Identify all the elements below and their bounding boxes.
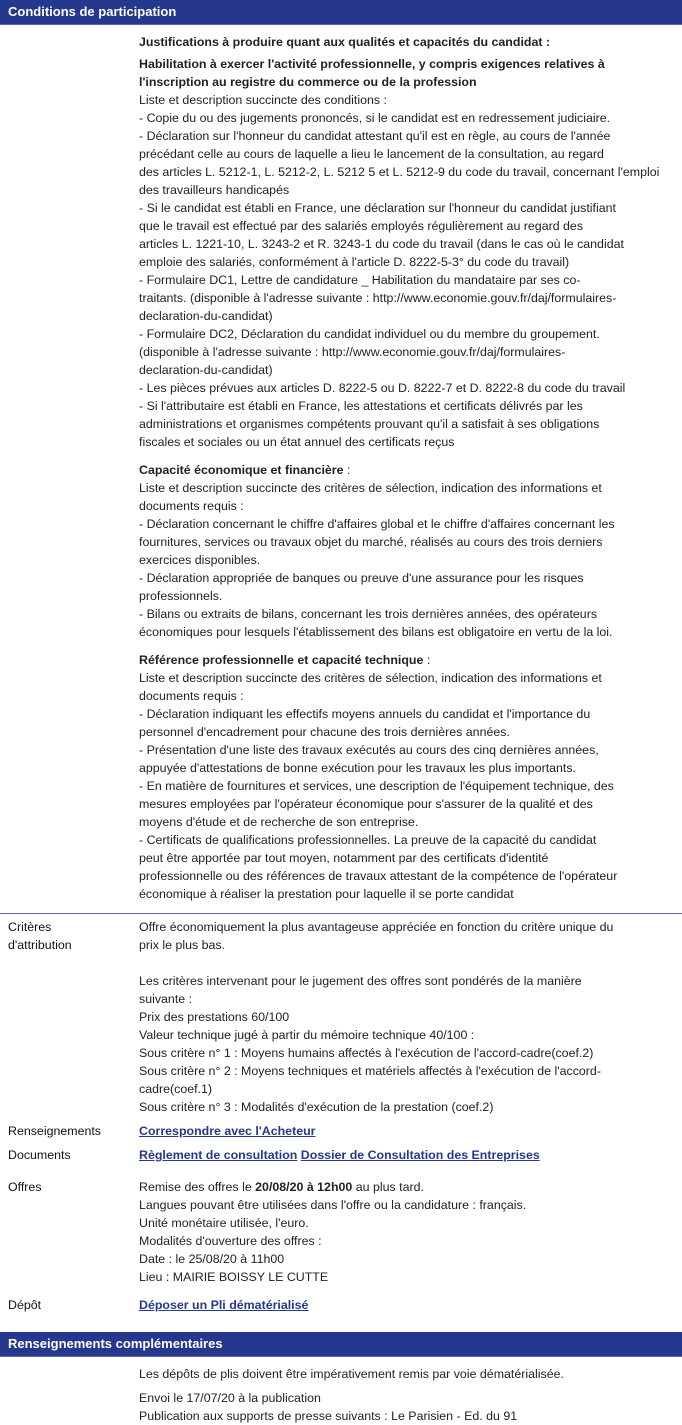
eco-title bbox=[139, 461, 672, 479]
text-line: Lieu : MAIRIE BOISSY LE CUTTE bbox=[139, 1270, 329, 1284]
justifications-block bbox=[139, 33, 672, 451]
compl-line-1: Les dépôts de plis doivent être impérativement remis par voie dématérialisée. bbox=[139, 1367, 564, 1381]
offres-remise bbox=[139, 1178, 670, 1196]
criteres-row bbox=[0, 914, 682, 1116]
text-line: Liste et description succincte des critères de sélection, indication des informations et bbox=[139, 671, 602, 685]
tech-title bbox=[139, 651, 672, 669]
documents-row bbox=[0, 1146, 682, 1164]
text-line: personnel d'encadrement pour chacune des trois dernières années. bbox=[139, 725, 510, 739]
text-line: - Les pièces prévues aux articles D. 8222-5 ou D. 8222-7 et D. 8222-8 du code du travail bbox=[139, 381, 626, 395]
text-line: cadre(coef.1) bbox=[139, 1082, 213, 1096]
tech-lines bbox=[139, 669, 672, 903]
text-line: précédant celle au cours de laquelle a lieu le lancement de la consultation, au regard bbox=[139, 147, 604, 161]
text-line: Sous critère n° 3 : Modalités d'exécution de la prestation (coef.2) bbox=[139, 1100, 494, 1114]
offres-row bbox=[0, 1178, 682, 1286]
text-line: declaration-du-candidat) bbox=[139, 363, 273, 377]
offres-value bbox=[139, 1178, 682, 1286]
offres-lines bbox=[139, 1196, 670, 1286]
text-line: - Présentation d'une liste des travaux exécutés au cours des cinq dernières années, bbox=[139, 743, 599, 757]
conditions-content bbox=[0, 25, 682, 903]
text-line: traitants. (disponible à l'adresse suivante : http://www.economie.gouv.fr/daj/formulaires- bbox=[139, 291, 617, 305]
text-line: declaration-du-candidat) bbox=[139, 309, 273, 323]
text-line: prix le plus bas. bbox=[139, 938, 226, 952]
remise-date: 20/08/20 à 12h00 bbox=[255, 1180, 353, 1194]
depot-label: Dépôt bbox=[8, 1298, 42, 1312]
text-line: exercices disponibles. bbox=[139, 553, 261, 567]
compl-content bbox=[0, 1357, 682, 1425]
text-line: - Si l'attributaire est établi en France, les attestations et certificats délivrés par les bbox=[139, 399, 583, 413]
text-line: Offre économiquement la plus avantageuse appréciée en fonction du critère unique du bbox=[139, 920, 614, 934]
text-line: économiques pour lesquels l'établissement des bilans est obligatoire en vertu de la loi. bbox=[139, 625, 613, 639]
eco-title-suffix: : bbox=[343, 463, 351, 477]
text-line: Liste et description succincte des critères de sélection, indication des informations et bbox=[139, 481, 602, 495]
text-line: - Si le candidat est établi en France, une déclaration sur l'honneur du candidat justifiant bbox=[139, 201, 616, 215]
section-header-compl: Renseignements complémentaires bbox=[0, 1332, 682, 1357]
text-line: - Déclaration appropriée de banques ou preuve d'une assurance pour les risques bbox=[139, 571, 584, 585]
eco-block bbox=[139, 461, 672, 641]
compl-line-2: Envoi le 17/07/20 à la publication bbox=[139, 1391, 321, 1405]
text-line: - Bilans ou extraits de bilans, concernant les trois dernières années, des opérateurs bbox=[139, 607, 598, 621]
tech-title-text: Référence professionnelle et capacité technique bbox=[139, 653, 424, 667]
criteres-label-2: d'attribution bbox=[8, 938, 72, 952]
text-line: que le travail est effectué par des salariés employés régulièrement au regard des bbox=[139, 219, 584, 233]
text-line: professionnelle ou des références de travaux attestant de la compétence de l'opérateur bbox=[139, 869, 618, 883]
text-line: Sous critère n° 1 : Moyens humains affectés à l'exécution de l'accord-cadre(coef.2) bbox=[139, 1046, 594, 1060]
text-line: des articles L. 5212-1, L. 5212-2, L. 5212 5 et L. 5212-9 du code du travail, concernant l'emploi bbox=[139, 165, 660, 179]
text-line: emploie des salariés, conformément à l'article D. 8222-5-3° du code du travail) bbox=[139, 255, 570, 269]
text-line: documents requis : bbox=[139, 499, 244, 513]
text-line: professionnels. bbox=[139, 589, 223, 603]
renseignements-row bbox=[0, 1122, 682, 1140]
text-line: économique à réaliser la prestation pour laquelle il se porte candidat bbox=[139, 887, 514, 901]
habilitation-title-2: l'inscription au registre du commerce ou de la profession bbox=[139, 75, 477, 89]
compl-line-3: Publication aux supports de presse suivants : Le Parisien - Ed. du 91 bbox=[139, 1409, 518, 1423]
justifications-heading: Justifications à produire quant aux qualités et capacités du candidat : bbox=[139, 35, 551, 49]
text-line: appuyée d'attestations de bonne exécution pour les travaux les plus importants. bbox=[139, 761, 576, 775]
text-line: fournitures, services ou travaux objet du marché, réalisés au cours des trois derniers bbox=[139, 535, 603, 549]
eco-title-text: Capacité économique et financière bbox=[139, 463, 344, 477]
eco-lines bbox=[139, 479, 672, 641]
reglement-link[interactable]: Règlement de consultation bbox=[139, 1148, 298, 1162]
text-line: - Déclaration indiquant les effectifs moyens annuels du candidat et l'importance du bbox=[139, 707, 591, 721]
contact-buyer-link[interactable]: Correspondre avec l'Acheteur bbox=[139, 1124, 316, 1138]
remise-after: au plus tard. bbox=[352, 1180, 424, 1194]
text-line: peut être apportée par tout moyen, notamment par des certificats d'identité bbox=[139, 851, 549, 865]
justifications-lines bbox=[139, 91, 672, 451]
text-line: - Copie du ou des jugements prononcés, si le candidat est en redressement judiciaire. bbox=[139, 111, 611, 125]
text-line: (disponible à l'adresse suivante : http://www.economie.gouv.fr/daj/formulaires- bbox=[139, 345, 566, 359]
text-line: documents requis : bbox=[139, 689, 244, 703]
text-line: Prix des prestations 60/100 bbox=[139, 1010, 290, 1024]
text-line: - Formulaire DC2, Déclaration du candidat individuel ou du membre du groupement. bbox=[139, 327, 600, 341]
documents-label: Documents bbox=[8, 1148, 71, 1162]
remise-before: Remise des offres le bbox=[139, 1180, 256, 1194]
depot-value bbox=[139, 1296, 682, 1314]
habilitation-title-1: Habilitation à exercer l'activité professionnelle, y compris exigences relatives à bbox=[139, 57, 605, 71]
text-line: - Déclaration sur l'honneur du candidat attestant qu'il est en règle, au cours de l'année bbox=[139, 129, 611, 143]
tech-block bbox=[139, 651, 672, 903]
text-line: moyens d'étude et de recherche de son entreprise. bbox=[139, 815, 419, 829]
criteres-lines-b bbox=[139, 972, 670, 1116]
text-line: Sous critère n° 2 : Moyens techniques et matériels affectés à l'exécution de l'accord- bbox=[139, 1064, 601, 1078]
text-line: Les critères intervenant pour le jugement des offres sont pondérés de la manière bbox=[139, 974, 582, 988]
text-line: - Formulaire DC1, Lettre de candidature _ Habilitation du mandataire par ses co- bbox=[139, 273, 581, 287]
criteres-label bbox=[0, 918, 139, 1116]
deposit-link[interactable]: Déposer un Pli dématérialisé bbox=[139, 1298, 309, 1312]
text-line: Liste et description succincte des conditions : bbox=[139, 93, 387, 107]
text-line: - Certificats de qualifications professionnelles. La preuve de la capacité du candidat bbox=[139, 833, 597, 847]
offres-label: Offres bbox=[8, 1180, 42, 1194]
criteres-value bbox=[139, 918, 682, 1116]
text-line: - Déclaration concernant le chiffre d'affaires global et le chiffre d'affaires concernant les bbox=[139, 517, 615, 531]
tech-title-suffix: : bbox=[423, 653, 431, 667]
text-line: suivante : bbox=[139, 992, 193, 1006]
text-line: articles L. 1221-10, L. 3243-2 et R. 3243-1 du code du travail (dans le cas où le candidat bbox=[139, 237, 624, 251]
text-line: Unité monétaire utilisée, l'euro. bbox=[139, 1216, 309, 1230]
text-line: fiscales et sociales ou un état annuel des certificats reçus bbox=[139, 435, 455, 449]
dce-link[interactable]: Dossier de Consultation des Entreprises bbox=[300, 1148, 540, 1162]
documents-value bbox=[139, 1146, 682, 1164]
text-line: administrations et organismes compétents prouvant qu'il a satisfait à ses obligations bbox=[139, 417, 600, 431]
criteres-label-1: Critères bbox=[8, 920, 52, 934]
criteres-lines-a bbox=[139, 918, 670, 954]
renseignements-value bbox=[139, 1122, 682, 1140]
text-line: mesures employées par l'opérateur économique pour s'assurer de la qualité et des bbox=[139, 797, 593, 811]
text-line: des travailleurs handicapés bbox=[139, 183, 290, 197]
text-line: - En matière de fournitures et services, une description de l'équipement technique, des bbox=[139, 779, 614, 793]
text-line: Langues pouvant être utilisées dans l'offre ou la candidature : français. bbox=[139, 1198, 527, 1212]
section-header-conditions: Conditions de participation bbox=[0, 0, 682, 25]
text-line: Date : le 25/08/20 à 11h00 bbox=[139, 1252, 285, 1266]
depot-row bbox=[0, 1296, 682, 1314]
renseignements-label: Renseignements bbox=[8, 1124, 101, 1138]
text-line: Valeur technique jugé à partir du mémoire technique 40/100 : bbox=[139, 1028, 475, 1042]
text-line: Modalités d'ouverture des offres : bbox=[139, 1234, 322, 1248]
